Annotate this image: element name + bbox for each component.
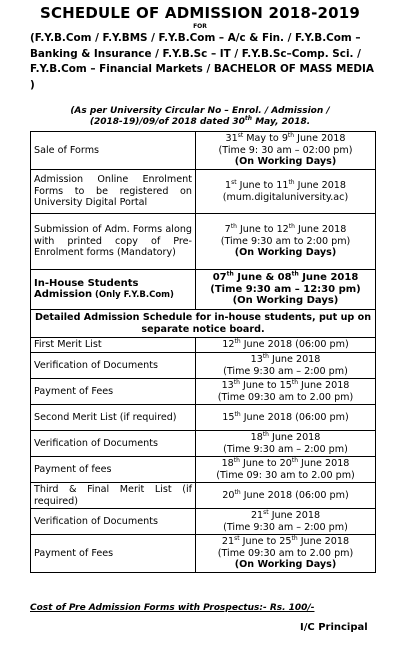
table-row [31,457,376,483]
row-label: Third & Final Merit List (if required) [31,483,196,509]
table-row [31,379,376,405]
table-row [31,509,376,535]
row-value: 18th June to 20th June 2018 (Time 09: 30 am to 2.00 pm) [196,457,376,483]
row-value: 13th June 2018 (Time 9:30 am – 2:00 pm) [196,353,376,379]
row-value: 13th June to 15th June 2018 (Time 09:30 am to 2.00 pm) [196,379,376,405]
cost-note: Cost of Pre Admission Forms with Prospectus:- Rs. 100/- [30,603,315,613]
title-word: DMISSION [176,4,264,22]
row-label: In-House Students Admission (Only F.Y.B.Com) [31,270,196,310]
row-label: Admission Online Enrolment Forms to be registered on University Digital Portal [31,170,196,214]
table-row [31,170,376,214]
row-label: Payment of Fees [31,535,196,573]
row-value: 1st June to 11th June 2018 (mum.digitaluniversity.ac) [196,170,376,214]
table-row [31,214,376,270]
schedule-table [30,131,376,573]
signature: I/C Principal [300,622,368,633]
table-row [31,132,376,170]
row-label: Second Merit List (if required) [31,405,196,431]
row-label: Payment of Fees [31,379,196,405]
table-row [31,338,376,353]
course-list: (F.Y.B.Com / F.Y.BMS / F.Y.B.Com – A/c & Fin. / F.Y.B.Com – Banking & Insurance / F.Y.B.Sc – IT / F.Y.B.Sc–Comp. Sci. / F.Y.B.Com – Financial Markets / BACHELOR OF MASS MEDIA ) [30,32,374,91]
title-letter: S [39,4,51,22]
circular-line: (As per University Circular No – Enrol. / Admission / [70,106,330,116]
circular-reference [40,106,360,128]
table-row [31,535,376,573]
table-row [31,353,376,379]
row-value: 12th June 2018 (06:00 pm) [196,338,376,353]
table-row [31,405,376,431]
row-value: 21st June to 25th June 2018 (Time 09:30 am to 2.00 pm) (On Working Days) [196,535,376,573]
table-row [31,431,376,457]
table-row [31,483,376,509]
title-word: CHEDULE OF [50,4,160,22]
row-label: Submission of Adm. Forms along with printed copy of Pre-Enrolment forms (Mandatory) [31,214,196,270]
detail-note: Detailed Admission Schedule for in-house students, put up on separate notice board. [31,310,376,338]
page-title [0,4,400,22]
row-value: 15th June 2018 (06:00 pm) [196,405,376,431]
row-value: 18th June 2018 (Time 9:30 am – 2:00 pm) [196,431,376,457]
circular-sup: th [244,115,253,122]
row-value: 21st June 2018 (Time 9:30 am – 2:00 pm) [196,509,376,535]
row-value: 31st May to 9th June 2018 (Time 9: 30 am – 02:00 pm) (On Working Days) [196,132,376,170]
row-label: Verification of Documents [31,353,196,379]
row-label: Sale of Forms [31,132,196,170]
table-row [31,270,376,310]
row-value: 7th June to 12th June 2018 (Time 9:30 am to 2:00 pm) (On Working Days) [196,214,376,270]
table-row [31,310,376,338]
row-value: 07th June & 08th June 2018 (Time 9:30 am – 12:30 pm) (On Working Days) [196,270,376,310]
circular-line: (2018-19)/09/of 2018 dated 30 [89,117,245,127]
title-letter: A [164,4,177,22]
row-label: Payment of fees [31,457,196,483]
title-year: 2018-2019 [268,4,361,22]
row-label: Verification of Documents [31,431,196,457]
row-value: 20th June 2018 (06:00 pm) [196,483,376,509]
row-label: First Merit List [31,338,196,353]
for-label: FOR [193,23,207,30]
circular-line: May, 2018. [252,117,311,127]
row-label: Verification of Documents [31,509,196,535]
